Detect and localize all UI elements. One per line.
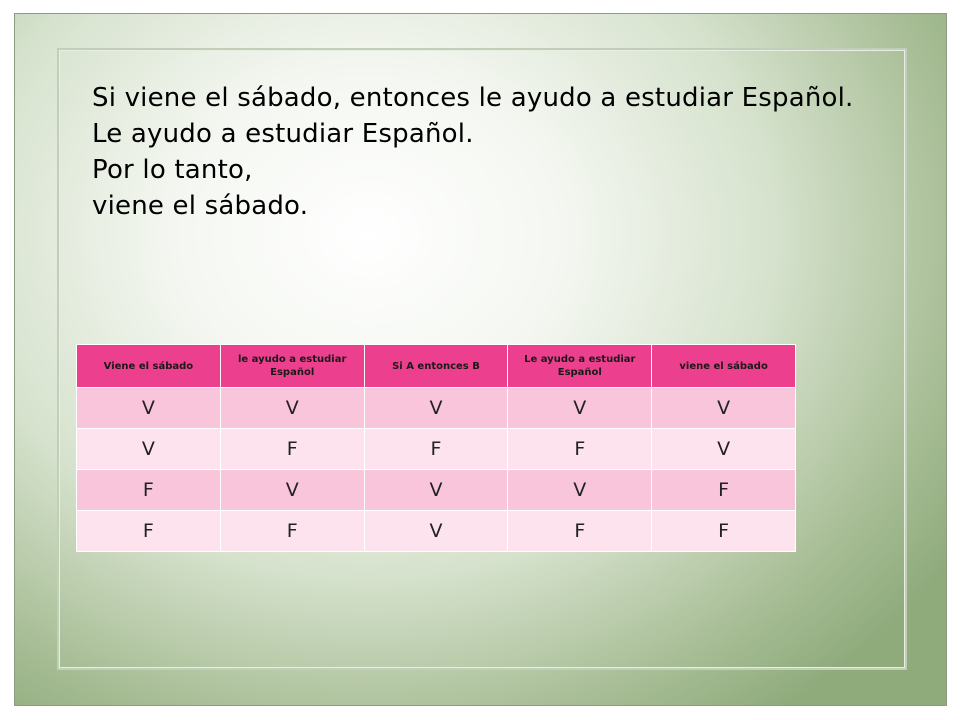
- header-cell: le ayudo a estudiar Español: [220, 345, 364, 388]
- table-cell: V: [364, 470, 508, 511]
- table-cell: F: [652, 511, 796, 552]
- header-cell: Le ayudo a estudiar Español: [508, 345, 652, 388]
- table-cell: V: [220, 388, 364, 429]
- table-cell: V: [77, 388, 221, 429]
- table-cell: F: [652, 470, 796, 511]
- table-cell: V: [508, 388, 652, 429]
- table-header-row: [77, 345, 796, 388]
- header-cell: Viene el sábado: [77, 345, 221, 388]
- premise-consequent: Le ayudo a estudiar Español.: [92, 119, 474, 149]
- table-cell: V: [77, 429, 221, 470]
- table-cell: F: [77, 470, 221, 511]
- table-cell: F: [364, 429, 508, 470]
- premise-conditional: Si viene el sábado, entonces le ayudo a estudiar Español.: [92, 83, 854, 113]
- table-row: [77, 429, 796, 470]
- table-cell: V: [364, 388, 508, 429]
- table-cell: F: [508, 429, 652, 470]
- header-cell: viene el sábado: [652, 345, 796, 388]
- truth-table: [76, 344, 796, 552]
- table-cell: F: [220, 429, 364, 470]
- table-row: [77, 511, 796, 552]
- conclusion: viene el sábado.: [92, 191, 309, 221]
- table-cell: F: [77, 511, 221, 552]
- table-cell: V: [508, 470, 652, 511]
- table-cell: F: [220, 511, 364, 552]
- table-cell: V: [220, 470, 364, 511]
- table-row: [77, 388, 796, 429]
- table-row: [77, 470, 796, 511]
- header-cell: Si A entonces B: [364, 345, 508, 388]
- table-cell: V: [652, 429, 796, 470]
- argument-text: [92, 80, 892, 224]
- conclusion-intro: Por lo tanto,: [92, 155, 253, 185]
- table-cell: F: [508, 511, 652, 552]
- table-cell: V: [364, 511, 508, 552]
- table-cell: V: [652, 388, 796, 429]
